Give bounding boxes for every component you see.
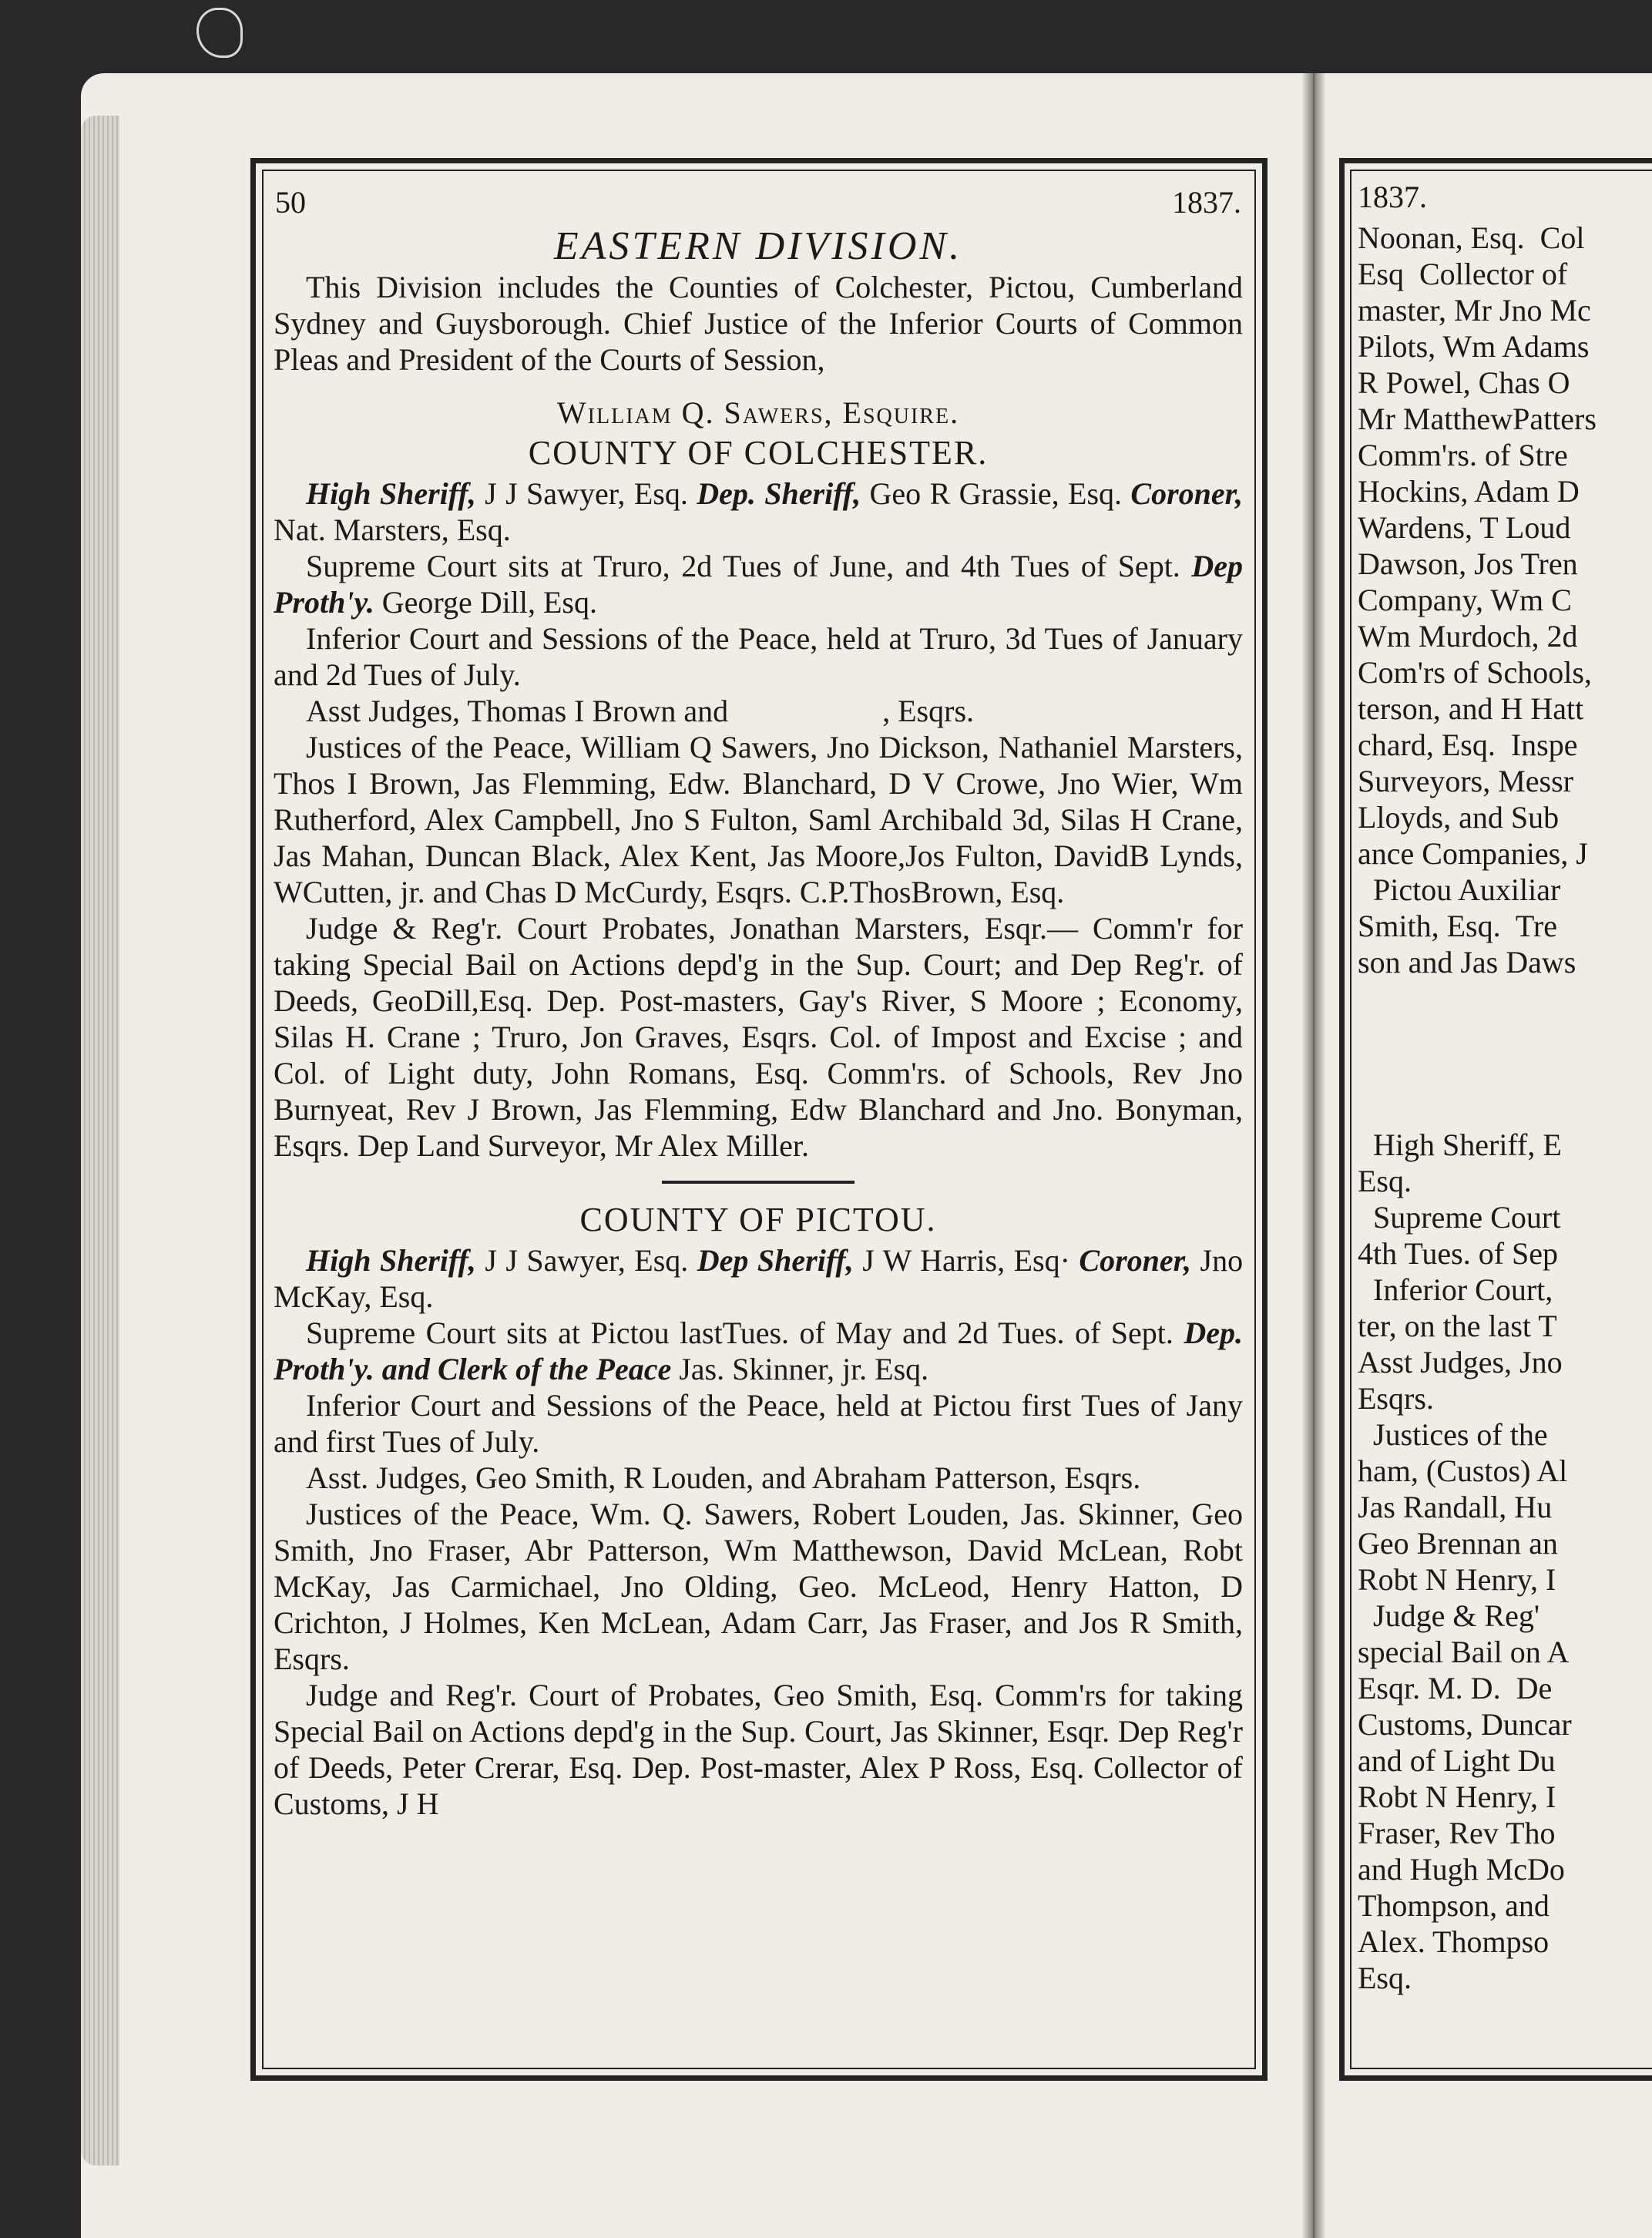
right-page-line: Pictou Auxiliar	[1358, 872, 1561, 907]
division-intro: This Division includes the Counties of Colchester, Pictou, Cumberland Sydney and Guysborough. Chief Justice of the Inferior Courts of Common Pleas and President of the Courts of Session,	[274, 270, 1243, 377]
right-page-line: ham, (Custos) Al	[1358, 1453, 1568, 1488]
prothonotary: George Dill, Esq.	[381, 585, 597, 620]
right-page-line: Comm'rs. of Stre	[1358, 438, 1568, 472]
right-page-line: Asst Judges, Jno	[1358, 1345, 1563, 1379]
page-year: 1837.	[1172, 185, 1241, 220]
colchester-inferior-court: Inferior Court and Sessions of the Peace, held at Truro, 3d Tues of January and 2d Tues of July.	[274, 621, 1243, 692]
right-page-bottom-lines	[1358, 1127, 1652, 1996]
high-sheriff: J J Sawyer, Esq.	[485, 1243, 689, 1278]
right-page-top-lines	[1358, 220, 1652, 980]
colchester-heading: COUNTY OF COLCHESTER.	[528, 434, 989, 472]
supreme-court-sittings: Supreme Court sits at Truro, 2d Tues of June, and 4th Tues of Sept.	[306, 549, 1180, 583]
coroner: Jno McKay, Esq.	[274, 1243, 1244, 1314]
right-page-line: terson, and H Hatt	[1358, 691, 1584, 726]
supreme-court-sittings: Supreme Court sits at Pictou lastTues. of May and 2d Tues. of Sept.	[306, 1316, 1174, 1350]
right-page-line: High Sheriff, E	[1358, 1127, 1562, 1162]
right-page-line: Com'rs of Schools,	[1358, 655, 1592, 690]
right-page-line: ter, on the last T	[1358, 1309, 1557, 1343]
chief-justice: William Q. Sawers, Esquire.	[556, 395, 960, 430]
right-page-line: Robt N Henry, I	[1358, 1562, 1556, 1597]
colchester-supreme-court	[266, 548, 1251, 620]
right-page-line: Thompson, and	[1358, 1888, 1550, 1923]
coroner-label: Coroner,	[1079, 1243, 1191, 1278]
left-page-content	[266, 173, 1251, 2065]
right-page-line: 4th Tues. of Sep	[1358, 1236, 1559, 1271]
right-page-line: Supreme Court	[1358, 1200, 1561, 1235]
prothonotary: Jas. Skinner, jr. Esq.	[679, 1352, 929, 1386]
high-sheriff-label: High Sheriff,	[306, 1243, 476, 1278]
dep-sheriff: Geo R Grassie, Esq.	[869, 476, 1123, 511]
dep-sheriff-label: Dep. Sheriff,	[697, 476, 861, 511]
right-page-line: Esq Collector of	[1358, 257, 1568, 291]
right-page-line: Esq.	[1358, 1961, 1412, 1995]
right-page-line: Geo Brennan an	[1358, 1526, 1558, 1561]
high-sheriff: J J Sawyer, Esq.	[485, 476, 688, 511]
right-page-line: son and Jas Daws	[1358, 945, 1576, 980]
right-page-line: ance Companies, J	[1358, 836, 1588, 871]
pictou-justices: Justices of the Peace, Wm. Q. Sawers, Robert Louden, Jas. Skinner, Geo Smith, Jno Fraser, Abr Patterson, Wm Matthewson, David McLean, Robt McKay, Jas Carmichael, Jno Olding, Geo. McLeod, Henry Hatton, D Crichton, J Holmes, Ken McLean, Adam Carr, Jas Fraser, and Jos R Smith, Esqrs.	[274, 1497, 1243, 1676]
book-gutter	[1302, 73, 1325, 2238]
page-number: 50	[275, 185, 306, 220]
right-page-line: chard, Esq. Inspe	[1358, 728, 1578, 762]
coroner: Nat. Marsters, Esq.	[274, 512, 511, 547]
right-page-line: Esqrs.	[1358, 1381, 1434, 1416]
right-page-line: Smith, Esq. Tre	[1358, 909, 1557, 943]
right-page-line: R Powel, Chas O	[1358, 365, 1570, 400]
right-page-line: Mr MatthewPatters	[1358, 402, 1597, 436]
colchester-probate: Judge & Reg'r. Court Probates, Jonathan Marsters, Esqr.— Comm'r for taking Special Bail on Actions depd'g in the Sup. Court; and Dep Reg'r. of Deeds, GeoDill,Esq. Dep. Post-masters, Gay's River, S Moore ; Economy, Silas H. Crane ; Truro, Jon Graves, Esqrs. Col. of Impost and Excise ; and Col. of Light duty, John Romans, Esq. Comm'rs. of Schools, Rev Jno Burnyeat, Rev J Brown, Jas Flemming, Edw Blanchard and Jno. Bonyman, Esqrs. Dep Land Surveyor, Mr Alex Miller.	[274, 911, 1243, 1163]
high-sheriff-label: High Sheriff,	[306, 476, 476, 511]
right-page-line: Wardens, T Loud	[1358, 510, 1571, 545]
binding-thread	[196, 8, 243, 58]
right-page-gap	[1358, 980, 1652, 1127]
right-page-line: Esqr. M. D. De	[1358, 1671, 1553, 1705]
right-page-line: Hockins, Adam D	[1358, 474, 1580, 509]
right-page-line: Dawson, Jos Tren	[1358, 546, 1578, 581]
colchester-asst-judges: Asst Judges, Thomas I Brown and , Esqrs.	[306, 694, 975, 728]
right-page-line: special Bail on A	[1358, 1635, 1570, 1669]
coroner-label: Coroner,	[1130, 476, 1244, 511]
right-page-line: Justices of the	[1358, 1417, 1548, 1452]
pictou-officers	[266, 1242, 1251, 1315]
division-title: EASTERN DIVISION.	[553, 224, 963, 268]
page-header	[266, 173, 1251, 218]
dep-sheriff: J W Harris, Esq·	[862, 1243, 1070, 1278]
right-page-line: Robt N Henry, I	[1358, 1779, 1556, 1814]
right-page-line: Surveyors, Messr	[1358, 764, 1573, 798]
right-page-line: Customs, Duncar	[1358, 1707, 1572, 1742]
right-page-line: and Hugh McDo	[1358, 1852, 1565, 1887]
pictou-probate: Judge and Reg'r. Court of Probates, Geo Smith, Esq. Comm'rs for taking Special Bail on Actions depd'g in the Sup. Court, Jas Skinner, Esqr. Dep Reg'r of Deeds, Peter Crerar, Esq. Dep. Post-master, Alex P Ross, Esq. Collector of Customs, J H	[274, 1678, 1243, 1821]
colchester-officers	[266, 475, 1251, 548]
pictou-supreme-court	[266, 1315, 1251, 1387]
right-page-line: Wm Murdoch, 2d	[1358, 619, 1578, 654]
prothonotary-label: Dep Proth'y.	[274, 549, 1244, 620]
right-page-line: Alex. Thompso	[1358, 1924, 1550, 1959]
right-page-line: Inferior Court,	[1358, 1272, 1553, 1307]
right-page-line: and of Light Du	[1358, 1743, 1556, 1778]
right-page-line: Judge & Reg'	[1358, 1598, 1540, 1633]
pictou-asst-judges: Asst. Judges, Geo Smith, R Louden, and Abraham Patterson, Esqrs.	[306, 1460, 1141, 1495]
colchester-justices: Justices of the Peace, William Q Sawers, Jno Dickson, Nathaniel Marsters, Thos I Brown, Jas Flemming, Edw. Blanchard, D V Crowe, Jno Wier, Wm Rutherford, Alex Campbell, Jno S Fulton, Saml Archibald 3d, Silas H Crane, Jas Mahan, Duncan Black, Alex Kent, Jas Moore,Jos Fulton, DavidB Lynds, WCutten, jr. and Chas D McCurdy, Esqrs. C.P.ThosBrown, Esq.	[274, 730, 1243, 909]
right-page-line: Pilots, Wm Adams	[1358, 329, 1590, 364]
pictou-inferior-court: Inferior Court and Sessions of the Peace, held at Pictou first Tues of Jany and first Tues of July.	[274, 1388, 1243, 1459]
page-edges	[81, 116, 119, 2166]
prothonotary-label: Dep. Proth'y. and Clerk of the Peace	[274, 1316, 1243, 1386]
right-page-line: master, Mr Jno Mc	[1358, 293, 1591, 328]
right-page-year: 1837.	[1358, 180, 1427, 214]
right-page-line: Lloyds, and Sub	[1358, 800, 1560, 835]
dep-sheriff-label: Dep Sheriff,	[697, 1243, 854, 1278]
section-divider	[662, 1181, 855, 1184]
right-page-line: Fraser, Rev Tho	[1358, 1816, 1556, 1850]
pictou-heading: COUNTY OF PICTOU.	[579, 1201, 937, 1238]
right-page-line: Noonan, Esq. Col	[1358, 220, 1585, 255]
right-page-content	[1358, 179, 1652, 2059]
right-page-line: Esq.	[1358, 1164, 1412, 1198]
right-page-line: Company, Wm C	[1358, 583, 1572, 617]
right-page-line: Jas Randall, Hu	[1358, 1490, 1553, 1524]
